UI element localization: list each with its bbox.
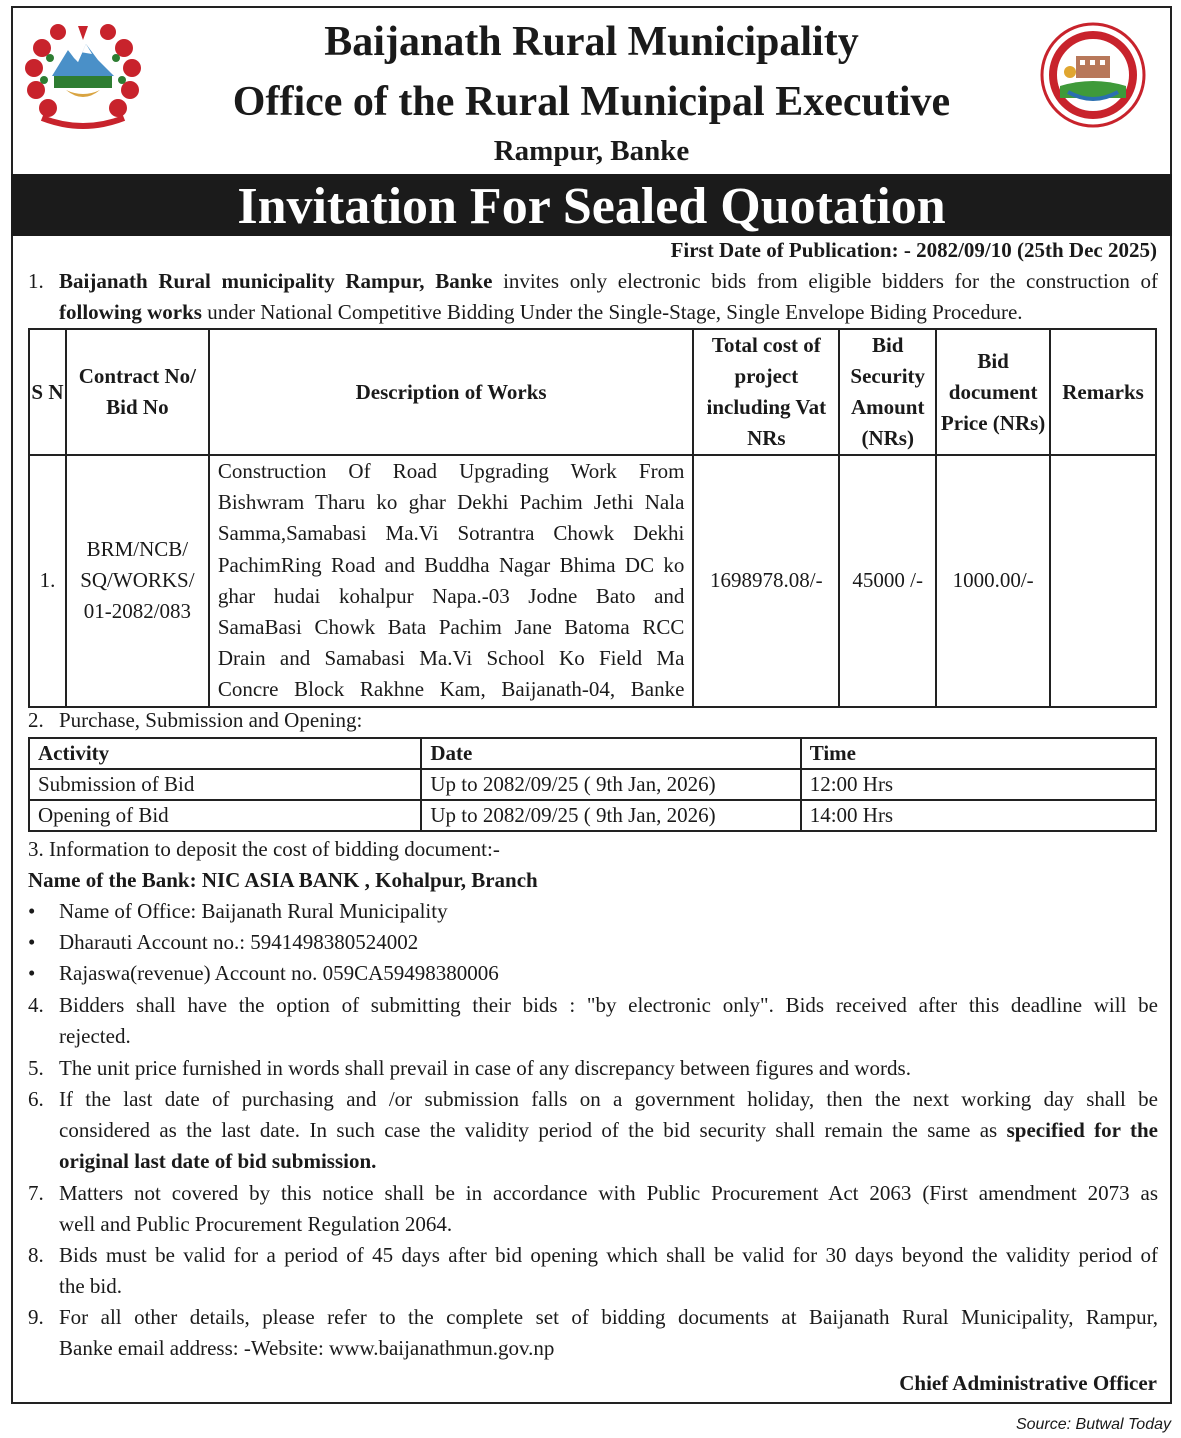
- works-table: [28, 328, 1157, 708]
- cell-time: 14:00 Hrs: [801, 800, 1156, 831]
- col-header-remarks: Remarks: [1050, 329, 1156, 455]
- clause-text: If the last date of purchasing and /or submission falls on a government holiday, then the next working day shall be: [59, 1087, 1158, 1111]
- cell-total-cost: 1698978.08/-: [693, 455, 839, 707]
- clause-text: [59, 1115, 1158, 1146]
- clause-8: [28, 1240, 1158, 1302]
- intro-paragraph: [28, 266, 1158, 328]
- clause-bold-text: specified for the: [1006, 1118, 1158, 1142]
- source-credit: Source: Butwal Today: [1015, 1416, 1171, 1433]
- section-3-heading: 3. Information to deposit the cost of bidding document:-: [28, 837, 500, 861]
- dharauti-account-item: Dharauti Account no.: 5941498380524002: [59, 930, 419, 954]
- revenue-account-item: Rajaswa(revenue) Account no. 059CA59498380006: [59, 961, 499, 985]
- office-name: Office of the Rural Municipal Executive: [232, 79, 951, 125]
- cell-sn: 1.: [29, 455, 66, 707]
- nepal-emblem-icon: [22, 18, 144, 130]
- clause-number: 2.: [28, 708, 44, 732]
- list-item: [28, 898, 448, 924]
- table-row: [29, 455, 1156, 707]
- clause-text: Bids must be valid for a period of 45 days after bid opening which shall be valid for 30 days beyond the validity period of: [59, 1243, 1158, 1267]
- clause-6: [28, 1084, 1158, 1177]
- table-header-row: [29, 329, 1156, 455]
- clause-text: Banke email address: -Website: www.baijanathmun.gov.np: [59, 1336, 555, 1360]
- clause-number: 5.: [28, 1056, 44, 1080]
- col-header-bid-security: Bid Security Amount (NRs): [839, 329, 936, 455]
- table-row: [29, 800, 1156, 831]
- clause-text: [59, 1146, 1158, 1177]
- cell-date: Up to 2082/09/25 ( 9th Jan, 2026): [421, 769, 800, 800]
- clause-4: [28, 990, 1158, 1052]
- intro-bold-1: Baijanath Rural municipality Rampur, Banke: [59, 269, 493, 293]
- clause-number: 6.: [28, 1087, 44, 1111]
- col-header-total-cost: Total cost of project including Vat NRs: [693, 329, 839, 455]
- municipality-seal-icon: [1040, 22, 1146, 128]
- col-header-doc-price: Bid document Price (NRs): [936, 329, 1050, 455]
- office-location: Rampur, Banke: [493, 135, 690, 167]
- office-name-item: Name of Office: Baijanath Rural Municipality: [59, 899, 448, 923]
- clause-number: 8.: [28, 1243, 44, 1267]
- clause-number: 4.: [28, 993, 44, 1017]
- cell-date: Up to 2082/09/25 ( 9th Jan, 2026): [421, 800, 800, 831]
- signatory-title: Chief Administrative Officer: [899, 1371, 1157, 1395]
- bank-name: Name of the Bank: NIC ASIA BANK , Kohalpur, Branch: [28, 868, 538, 892]
- clause-text: Matters not covered by this notice shall be in accordance with Public Procurement Act 2063 (First amendment 2073 as: [59, 1181, 1158, 1205]
- clause-number: 7.: [28, 1181, 44, 1205]
- cell-contract-no: BRM/NCB/ SQ/WORKS/ 01-2082/083: [66, 455, 209, 707]
- clause-text: well and Public Procurement Regulation 2064.: [59, 1212, 453, 1236]
- clause-text-part: considered as the last date. In such case the validity period of the bid security shall remain the same as: [59, 1118, 1007, 1142]
- clause-bold-text: original last date of bid submission.: [59, 1149, 377, 1173]
- col-header-date: Date: [421, 738, 800, 769]
- clause-text: the bid.: [59, 1274, 122, 1298]
- col-header-sn: S N: [29, 329, 66, 455]
- header: [13, 8, 1170, 174]
- bullet-icon: •: [28, 899, 36, 923]
- clause-text: For all other details, please refer to the complete set of bidding documents at Baijanath Rural Municipality, Rampur,: [59, 1305, 1158, 1329]
- cell-remarks: [1050, 455, 1156, 707]
- municipality-name: Baijanath Rural Municipality: [324, 19, 859, 65]
- section-2-title: Purchase, Submission and Opening:: [59, 708, 363, 732]
- clause-number: 9.: [28, 1305, 44, 1329]
- cell-activity: Submission of Bid: [29, 769, 421, 800]
- clause-7: [28, 1178, 1158, 1240]
- col-header-time: Time: [801, 738, 1156, 769]
- clause-5: [28, 1053, 1158, 1084]
- cell-doc-price: 1000.00/-: [936, 455, 1050, 707]
- section-2-heading: [28, 706, 1158, 734]
- intro-text-1: invites only electronic bids from eligible bidders for the construction of: [492, 269, 1159, 293]
- list-item: [28, 960, 499, 986]
- col-header-activity: Activity: [29, 738, 421, 769]
- intro-text-2: under National Competitive Bidding Under the Single-Stage, Single Envelope Biding Procedure.: [201, 300, 1023, 324]
- clause-9: [28, 1302, 1158, 1364]
- cell-time: 12:00 Hrs: [801, 769, 1156, 800]
- cell-description: Construction Of Road Upgrading Work From Bishwram Tharu ko ghar Dekhi Pachim Jethi Nala Samma,Samabasi Ma.Vi Sotrantra Chowk Dekhi PachimRing Road and Buddha Nagar Bhima DC ko ghar hudai kohalpur Napa.-03 Jodne Bato and SamaBasi Chowk Bata Pachim Jane Batoma RCC Drain and Samabasi Ma.Vi School Ko Field Ma Concre Block Rakhne Kam, Baijanath-04, Banke: [209, 455, 694, 707]
- invitation-banner: Invitation For Sealed Quotation: [11, 174, 1172, 236]
- bullet-icon: •: [28, 930, 36, 954]
- list-item: [28, 929, 418, 955]
- table-row: [29, 769, 1156, 800]
- schedule-table: [28, 737, 1157, 832]
- intro-bold-2: following works: [59, 300, 202, 324]
- clause-text: The unit price furnished in words shall prevail in case of any discrepancy between figures and words.: [59, 1056, 911, 1080]
- clause-text: rejected.: [59, 1024, 131, 1048]
- cell-activity: Opening of Bid: [29, 800, 421, 831]
- clause-text: Bidders shall have the option of submitting their bids : "by electronic only". Bids received after this deadline will be: [59, 993, 1158, 1017]
- col-header-contract: Contract No/ Bid No: [66, 329, 209, 455]
- publication-date: First Date of Publication: - 2082/09/10 (25th Dec 2025): [670, 238, 1157, 262]
- cell-bid-security: 45000 /-: [839, 455, 936, 707]
- clause-number: 1.: [28, 269, 44, 293]
- col-header-description: Description of Works: [209, 329, 694, 455]
- bullet-icon: •: [28, 961, 36, 985]
- table-header-row: [29, 738, 1156, 769]
